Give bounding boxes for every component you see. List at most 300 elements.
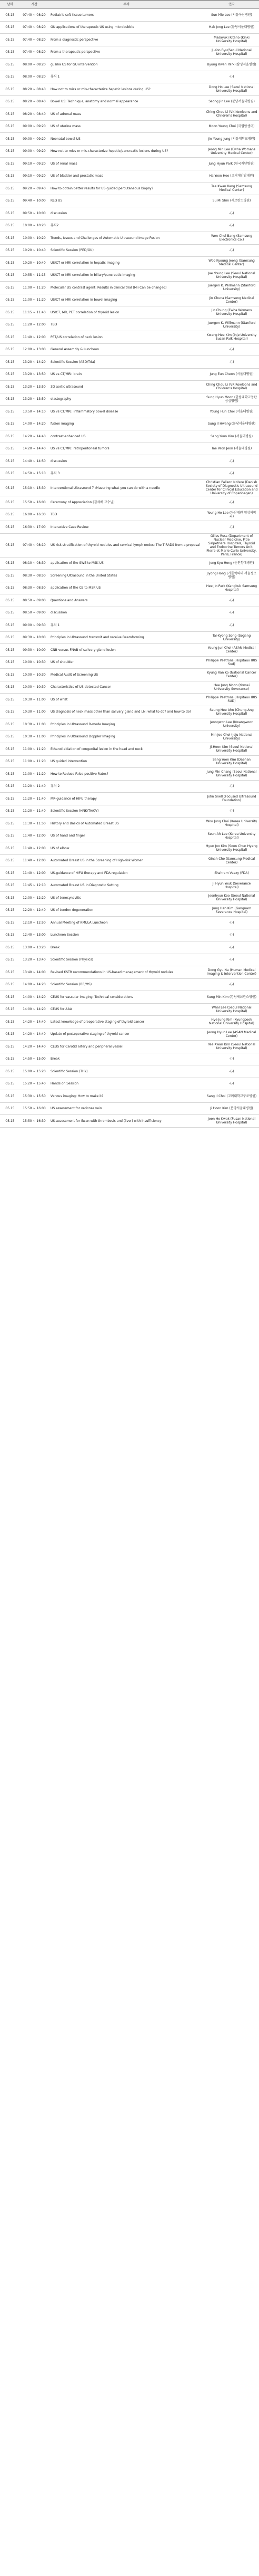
row-speaker: Joon Ho Kwak (Pusan National University Hospital) xyxy=(204,1115,259,1128)
row-date: 05.15 xyxy=(0,533,20,557)
row-date: 05.15 xyxy=(0,607,20,619)
row-topic: US/CT or MRI correlation in bowel imaging xyxy=(48,294,204,306)
row-topic: RLQ US xyxy=(48,195,204,207)
row-date: 05.15 xyxy=(0,706,20,718)
row-date: 05.15 xyxy=(0,1065,20,1078)
row-speaker: -(-) xyxy=(204,929,259,941)
row-time: 10:00 ~ 10:30 xyxy=(20,669,48,681)
row-speaker: -(-) xyxy=(204,978,259,991)
row-date: 05.15 xyxy=(0,1041,20,1053)
table-row xyxy=(0,681,259,694)
row-topic: fusion imaging xyxy=(48,418,204,430)
row-date: 05.15 xyxy=(0,331,20,344)
row-date: 05.15 xyxy=(0,496,20,509)
row-topic: TBD xyxy=(48,319,204,331)
row-speaker: -(-) xyxy=(204,1078,259,1090)
row-topic: Break xyxy=(48,941,204,954)
row-topic: Trends, Issues and Challenges of Automatic Ultrasound Image Fusion xyxy=(48,232,204,245)
row-topic: 3D aortic ultrasound xyxy=(48,381,204,393)
table-row xyxy=(0,669,259,681)
row-topic: gusiha US for GU intervention xyxy=(48,59,204,71)
row-date: 05.15 xyxy=(0,1028,20,1041)
row-topic: US vs CT/MRI: brain xyxy=(48,368,204,381)
row-speaker: Sun Mie Lee (서울아산병원) xyxy=(204,9,259,22)
row-topic: Principles in Ultrasound B-mode Imaging xyxy=(48,718,204,731)
table-row xyxy=(0,619,259,632)
row-date: 05.15 xyxy=(0,879,20,892)
row-date: 05.15 xyxy=(0,917,20,929)
row-topic: Ethanol ablation of congenital lesion in the head and neck xyxy=(48,743,204,756)
row-time: 07:40 ~ 08:20 xyxy=(20,46,48,59)
row-date: 05.15 xyxy=(0,455,20,468)
row-time: 08:50 ~ 09:00 xyxy=(20,594,48,607)
row-time: 12:20 ~ 12:40 xyxy=(20,904,48,917)
table-row xyxy=(0,71,259,83)
table-row xyxy=(0,59,259,71)
row-time: 14:00 ~ 14:20 xyxy=(20,991,48,1004)
row-topic: How not to miss or mis-characterize hepatic/pancreatic lesions during US? xyxy=(48,145,204,158)
row-time: 10:30 ~ 11:00 xyxy=(20,718,48,731)
table-row xyxy=(0,195,259,207)
row-topic: Neonatal bowel US xyxy=(48,133,204,146)
row-speaker: Whal Lee (Seoul National University Hospital) xyxy=(204,1003,259,1016)
row-speaker: Sang Youn Kim (서울대병원) xyxy=(204,430,259,443)
row-time: 09:10 ~ 09:20 xyxy=(20,170,48,182)
row-date: 05.15 xyxy=(0,418,20,430)
row-time: 16:00 ~ 16:30 xyxy=(20,508,48,521)
row-topic: Ceremony of Appreciation (김세배 교수님) xyxy=(48,496,204,509)
table-row xyxy=(0,496,259,509)
row-topic: contrast-enhanced US xyxy=(48,430,204,443)
table-row xyxy=(0,219,259,232)
table-row xyxy=(0,1065,259,1078)
table-row xyxy=(0,631,259,644)
row-time: 10:55 ~ 11:15 xyxy=(20,269,48,282)
row-date: 05.15 xyxy=(0,59,20,71)
row-speaker: Won-Chul Bang (Samsung Electronics Co.) xyxy=(204,232,259,245)
row-time: 13:50 ~ 14:10 xyxy=(20,406,48,418)
row-topic: Break xyxy=(48,1053,204,1065)
table-row xyxy=(0,34,259,46)
row-date: 05.15 xyxy=(0,669,20,681)
row-topic: US of elbow xyxy=(48,842,204,855)
row-speaker: -(-) xyxy=(204,496,259,509)
row-speaker: Jin Chuna (Samsung Medical Center) xyxy=(204,294,259,306)
row-time: 13:20 ~ 13:40 xyxy=(20,954,48,966)
row-date: 05.15 xyxy=(0,978,20,991)
row-speaker: Dong Gyu Na (Human Medical Imaging & Intervention Center) xyxy=(204,966,259,979)
table-row xyxy=(0,917,259,929)
table-row xyxy=(0,607,259,619)
row-time: 12:00 ~ 13:00 xyxy=(20,343,48,356)
row-time: 14:50 ~ 15:00 xyxy=(20,1053,48,1065)
row-speaker: -(-) xyxy=(204,941,259,954)
row-time: 07:40 ~ 08:20 xyxy=(20,34,48,46)
row-time: 10:30 ~ 11:00 xyxy=(20,694,48,706)
row-date: 05.15 xyxy=(0,582,20,594)
row-speaker: Shahram Vaezy (FDA) xyxy=(204,867,259,880)
row-time: 14:00 ~ 14:20 xyxy=(20,1003,48,1016)
row-time: 16:30 ~ 17:00 xyxy=(20,521,48,534)
row-speaker: John Snell (Focused Ultrasound Foundation) xyxy=(204,793,259,805)
table-row xyxy=(0,854,259,867)
table-row xyxy=(0,978,259,991)
row-time: 10:20 ~ 10:40 xyxy=(20,257,48,270)
row-topic: Latest knowledge of preoperative staging of thyroid cancer xyxy=(48,1016,204,1029)
row-speaker: Jung Han Kim (Gangnam Severance Hospital) xyxy=(204,904,259,917)
table-header xyxy=(0,1,259,9)
row-topic: US of adrenal mass xyxy=(48,108,204,121)
row-date: 05.15 xyxy=(0,480,20,496)
row-date: 05.15 xyxy=(0,95,20,108)
row-topic: Scientific Session (HNK/TA/CV) xyxy=(48,805,204,818)
row-date: 05.15 xyxy=(0,46,20,59)
row-speaker: Seung Hee Ahn (Chung-Ang University Hospital) xyxy=(204,706,259,718)
row-speaker: -(-) xyxy=(204,1065,259,1078)
row-time: 09:00 ~ 09:20 xyxy=(20,133,48,146)
row-speaker: -(-) xyxy=(204,343,259,356)
table-row xyxy=(0,21,259,34)
row-topic: 휴식 2 xyxy=(48,780,204,793)
row-time: 13:20 ~ 13:50 xyxy=(20,381,48,393)
row-time: 10:00 ~ 10:30 xyxy=(20,681,48,694)
row-time: 07:40 ~ 08:20 xyxy=(20,21,48,34)
row-time: 15:20 ~ 15:40 xyxy=(20,1078,48,1090)
row-speaker: Ji Hyun Youk (Severance Hospital) xyxy=(204,879,259,892)
table-row xyxy=(0,582,259,594)
row-speaker: Dong Ho Lee (Seoul National University Hospital) xyxy=(204,83,259,96)
row-speaker: Min Joo Choi (Jeju National University) xyxy=(204,730,259,743)
row-topic: How to obtain better results for US-guided percutaneous biopsy? xyxy=(48,182,204,195)
row-time: 14:20 ~ 14:40 xyxy=(20,443,48,455)
row-topic: GU applications of therapeutic US using microbubble xyxy=(48,21,204,34)
row-time: 09:00 ~ 09:30 xyxy=(20,619,48,632)
row-speaker: Jin Chung (Ewha Womans University Hospital) xyxy=(204,306,259,319)
row-date: 05.15 xyxy=(0,508,20,521)
table-row xyxy=(0,46,259,59)
row-time: 10:00 ~ 10:20 xyxy=(20,219,48,232)
row-speaker: -(-) xyxy=(204,219,259,232)
row-date: 05.15 xyxy=(0,108,20,121)
row-topic: elastography xyxy=(48,393,204,406)
row-time: 08:00 ~ 08:20 xyxy=(20,59,48,71)
table-row xyxy=(0,706,259,718)
row-speaker: Seun Ah Lee (Korea University Hospital) xyxy=(204,830,259,842)
row-time: 08:00 ~ 08:20 xyxy=(20,71,48,83)
table-row xyxy=(0,244,259,257)
time-column-header: 시간 xyxy=(20,1,48,9)
row-date: 05.15 xyxy=(0,966,20,979)
row-speaker: Juergen K. Willmann (Stanford University) xyxy=(204,319,259,331)
row-speaker: Hee Jin Park (Kangbuk Samsung Hospital) xyxy=(204,582,259,594)
row-topic: US vs CT/MRI: retroperitoneal tumors xyxy=(48,443,204,455)
date-column-header: 날짜 xyxy=(0,1,20,9)
row-topic: US of tendon degeneration xyxy=(48,904,204,917)
table-row xyxy=(0,306,259,319)
row-time: 11:00 ~ 11:20 xyxy=(20,294,48,306)
row-topic: How to Reduce False-positive Rates? xyxy=(48,768,204,781)
row-time: 14:50 ~ 15:10 xyxy=(20,467,48,480)
row-topic: 휴식 1 xyxy=(48,619,204,632)
row-time: 10:00 ~ 10:30 xyxy=(20,656,48,669)
row-time: 13:20 ~ 14:20 xyxy=(20,356,48,369)
row-topic: Questions and Answers xyxy=(48,594,204,607)
row-speaker: Hye Jung Kim (Kyungpook National University Hospital) xyxy=(204,1016,259,1029)
schedule-table xyxy=(0,0,259,1128)
row-date: 05.15 xyxy=(0,755,20,768)
row-time: 07:40 ~ 08:10 xyxy=(20,533,48,557)
row-date: 05.15 xyxy=(0,681,20,694)
table-row xyxy=(0,430,259,443)
row-time: 13:00 ~ 13:20 xyxy=(20,941,48,954)
row-date: 05.15 xyxy=(0,170,20,182)
table-row xyxy=(0,743,259,756)
row-time: 14:20 ~ 14:40 xyxy=(20,1028,48,1041)
table-row xyxy=(0,570,259,582)
row-speaker: Philippe Peetrons (Hopitaux IRIS Sud) xyxy=(204,656,259,669)
row-speaker: Su Mi Shin (세브란스병원) xyxy=(204,195,259,207)
row-topic: From a therapeutic perspective xyxy=(48,46,204,59)
row-speaker: Ching Chou Li (VK Kowloons and Children's Hospital) xyxy=(204,108,259,121)
table-row xyxy=(0,1041,259,1053)
row-date: 05.15 xyxy=(0,557,20,570)
table-row xyxy=(0,768,259,781)
row-time: 07:40 ~ 08:20 xyxy=(20,9,48,22)
row-speaker: -(-) xyxy=(204,1053,259,1065)
row-topic: General Assembly & Luncheon xyxy=(48,343,204,356)
table-row xyxy=(0,718,259,731)
table-row xyxy=(0,879,259,892)
row-time: 14:00 ~ 14:20 xyxy=(20,418,48,430)
table-row xyxy=(0,170,259,182)
row-topic: discussion xyxy=(48,207,204,220)
table-row xyxy=(0,508,259,521)
row-speaker: Moon Young Choi (국립암센터) xyxy=(204,120,259,133)
row-date: 05.15 xyxy=(0,467,20,480)
row-topic: Characteristics of US-detected Cancer xyxy=(48,681,204,694)
row-time: 14:20 ~ 14:40 xyxy=(20,1041,48,1053)
row-time: 11:20 ~ 12:00 xyxy=(20,319,48,331)
row-speaker: Jeonhyun Koo (Seoul National University Hospital) xyxy=(204,892,259,905)
row-speaker: Philippe Peetrons (Hopitaux IRIS SUD) xyxy=(204,694,259,706)
row-speaker: Sung Il Hwang (분당서울대병원) xyxy=(204,418,259,430)
row-time: 08:30 ~ 08:50 xyxy=(20,570,48,582)
row-date: 05.15 xyxy=(0,904,20,917)
row-topic: discussion xyxy=(48,607,204,619)
row-time: 09:00 ~ 09:20 xyxy=(20,120,48,133)
row-time: 11:15 ~ 11:40 xyxy=(20,306,48,319)
row-topic: Scientific Session (PED/GU) xyxy=(48,244,204,257)
table-row xyxy=(0,207,259,220)
row-time: 10:20 ~ 10:40 xyxy=(20,244,48,257)
row-topic: CNB versus FNAB of salivary gland lesion xyxy=(48,644,204,657)
row-speaker: Ginah Cho (Samsung Medical Center) xyxy=(204,854,259,867)
row-speaker: Young Jun Choi (ASAN Medical Center) xyxy=(204,644,259,657)
row-speaker: Jeong Min Lee (Ewha Womans University Medical Center) xyxy=(204,145,259,158)
table-row xyxy=(0,467,259,480)
row-topic: Interactive Case Review xyxy=(48,521,204,534)
row-time: 12:40 ~ 13:00 xyxy=(20,929,48,941)
row-date: 05.15 xyxy=(0,381,20,393)
row-speaker: Young Hun Choi (서울대병원) xyxy=(204,406,259,418)
row-topic: Scientific Session (BR/MS) xyxy=(48,978,204,991)
row-date: 05.15 xyxy=(0,521,20,534)
row-date: 05.15 xyxy=(0,631,20,644)
row-topic: CEUS for Carotid artery and peripheral vessel xyxy=(48,1041,204,1053)
row-speaker: Sang Il Choi (고려대학교구로병원) xyxy=(204,1090,259,1103)
row-topic: US of wrist xyxy=(48,694,204,706)
row-time: 11:40 ~ 12:00 xyxy=(20,331,48,344)
row-speaker: Ha Yoon Hee (고려대안암병원) xyxy=(204,170,259,182)
row-topic: Molecular US contrast agent: Results in clinical trial (Mii Can be changed) xyxy=(48,282,204,294)
row-speaker: Jeongwon Lee (Kwangwoon University) xyxy=(204,718,259,731)
table-row xyxy=(0,1102,259,1115)
table-row xyxy=(0,966,259,979)
table-row xyxy=(0,991,259,1004)
row-date: 05.15 xyxy=(0,406,20,418)
row-time: 11:45 ~ 12:10 xyxy=(20,879,48,892)
row-topic: TBD xyxy=(48,508,204,521)
row-speaker: -(-) xyxy=(204,780,259,793)
row-topic: Principles in Ultrasound Doppler Imaging xyxy=(48,730,204,743)
table-row xyxy=(0,232,259,245)
row-topic: Principles in Ultrasound transmit and receive Beamforming xyxy=(48,631,204,644)
row-date: 05.15 xyxy=(0,954,20,966)
row-date: 05.15 xyxy=(0,158,20,170)
row-topic: Luncheon Session xyxy=(48,929,204,941)
table-row xyxy=(0,656,259,669)
table-row xyxy=(0,1028,259,1041)
table-row xyxy=(0,257,259,270)
row-date: 05.15 xyxy=(0,34,20,46)
row-time: 11:20 ~ 11:40 xyxy=(20,793,48,805)
row-date: 05.15 xyxy=(0,743,20,756)
row-speaker: Tai-Kyong Song (Sogang University) xyxy=(204,631,259,644)
row-time: 11:00 ~ 11:20 xyxy=(20,755,48,768)
table-row xyxy=(0,294,259,306)
row-speaker: -(-) xyxy=(204,467,259,480)
row-speaker: -(-) xyxy=(204,356,259,369)
row-speaker: Jiyong Hong (가톨릭의대 서울성모병원) xyxy=(204,570,259,582)
row-speaker: Kyung Ran Ko (National Cancer Center) xyxy=(204,669,259,681)
table-row xyxy=(0,158,259,170)
row-date: 05.15 xyxy=(0,294,20,306)
row-date: 05.15 xyxy=(0,730,20,743)
row-time: 14:00 ~ 14:20 xyxy=(20,978,48,991)
row-topic: US vs CT/MRI: inflammatory bowel disease xyxy=(48,406,204,418)
row-date: 05.15 xyxy=(0,1102,20,1115)
row-time: 08:20 ~ 08:40 xyxy=(20,95,48,108)
row-date: 05.15 xyxy=(0,9,20,22)
row-date: 05.15 xyxy=(0,780,20,793)
table-row xyxy=(0,842,259,855)
table-row xyxy=(0,805,259,818)
topic-column-header: 주제 xyxy=(48,1,204,9)
row-speaker: -(-) xyxy=(204,594,259,607)
row-topic: discussion xyxy=(48,455,204,468)
table-row xyxy=(0,406,259,418)
row-speaker: Hak Jong Lee (분당서울대병원) xyxy=(204,21,259,34)
row-topic: Medical Audit of Screening US xyxy=(48,669,204,681)
row-time: 13:20 ~ 13:50 xyxy=(20,393,48,406)
row-date: 05.15 xyxy=(0,842,20,855)
table-row xyxy=(0,368,259,381)
row-topic: Interventional Ultrasound 7 :Masuring what you can do with a needle xyxy=(48,480,204,496)
row-date: 05.15 xyxy=(0,207,20,220)
row-topic: US of tenosynovitis xyxy=(48,892,204,905)
row-speaker: -(-) xyxy=(204,607,259,619)
row-date: 05.15 xyxy=(0,991,20,1004)
row-date: 05.15 xyxy=(0,368,20,381)
table-row xyxy=(0,145,259,158)
table-row xyxy=(0,1078,259,1090)
row-speaker: Woo Jung Choi (Korea University Hospital) xyxy=(204,818,259,830)
row-date: 05.15 xyxy=(0,818,20,830)
row-topic: Automated Breast US in Diagnostic Setting xyxy=(48,879,204,892)
table-row xyxy=(0,455,259,468)
row-date: 05.15 xyxy=(0,594,20,607)
row-speaker: -(-) xyxy=(204,954,259,966)
row-date: 05.15 xyxy=(0,133,20,146)
row-date: 05.15 xyxy=(0,257,20,270)
row-date: 05.15 xyxy=(0,21,20,34)
row-date: 05.15 xyxy=(0,805,20,818)
table-row xyxy=(0,83,259,96)
row-speaker: Sung Hyun Moon (한림대학교동탄성심병원) xyxy=(204,393,259,406)
row-date: 05.15 xyxy=(0,656,20,669)
row-speaker: Jeong Hyun Lee (ASAN Medical Center) xyxy=(204,1028,259,1041)
row-speaker: -(-) xyxy=(204,207,259,220)
row-date: 05.15 xyxy=(0,644,20,657)
row-topic: Annual Meeting of KMULA Luncheon xyxy=(48,917,204,929)
row-date: 05.15 xyxy=(0,232,20,245)
row-date: 05.15 xyxy=(0,219,20,232)
row-time: 10:30 ~ 11:00 xyxy=(20,706,48,718)
schedule-rows xyxy=(0,9,259,1128)
row-date: 05.15 xyxy=(0,854,20,867)
table-row xyxy=(0,393,259,406)
row-date: 05.15 xyxy=(0,319,20,331)
row-time: 09:20 ~ 09:40 xyxy=(20,182,48,195)
row-speaker: -(-) xyxy=(204,805,259,818)
row-date: 05.15 xyxy=(0,793,20,805)
row-time: 10:30 ~ 11:00 xyxy=(20,730,48,743)
row-topic: 휴식2 xyxy=(48,219,204,232)
row-topic: Hands on Session xyxy=(48,1078,204,1090)
row-speaker: Jung Hyun Park (한국재단병원) xyxy=(204,158,259,170)
table-row xyxy=(0,533,259,557)
row-topic: Venous imaging: How to make it? xyxy=(48,1090,204,1103)
row-speaker: -(-) xyxy=(204,71,259,83)
table-row xyxy=(0,133,259,146)
row-date: 05.15 xyxy=(0,1053,20,1065)
table-row xyxy=(0,954,259,966)
row-speaker: -(-) xyxy=(204,244,259,257)
table-row xyxy=(0,694,259,706)
row-topic: application of the CE to MSK US xyxy=(48,582,204,594)
row-time: 11:40 ~ 12:00 xyxy=(20,830,48,842)
row-speaker: Yee Kwan Kim (Seoul National University Hospital) xyxy=(204,1041,259,1053)
row-speaker: Ji Hoon Kim (분당서울대병원) xyxy=(204,1102,259,1115)
table-row xyxy=(0,929,259,941)
row-time: 09:10 ~ 09:20 xyxy=(20,158,48,170)
row-date: 05.15 xyxy=(0,570,20,582)
row-date: 05.15 xyxy=(0,1078,20,1090)
speaker-column-header: 연자 xyxy=(204,1,259,9)
table-row xyxy=(0,1053,259,1065)
row-time: 12:10 ~ 12:50 xyxy=(20,917,48,929)
row-topic: CEUS for vascular imaging: Technical considerations xyxy=(48,991,204,1004)
